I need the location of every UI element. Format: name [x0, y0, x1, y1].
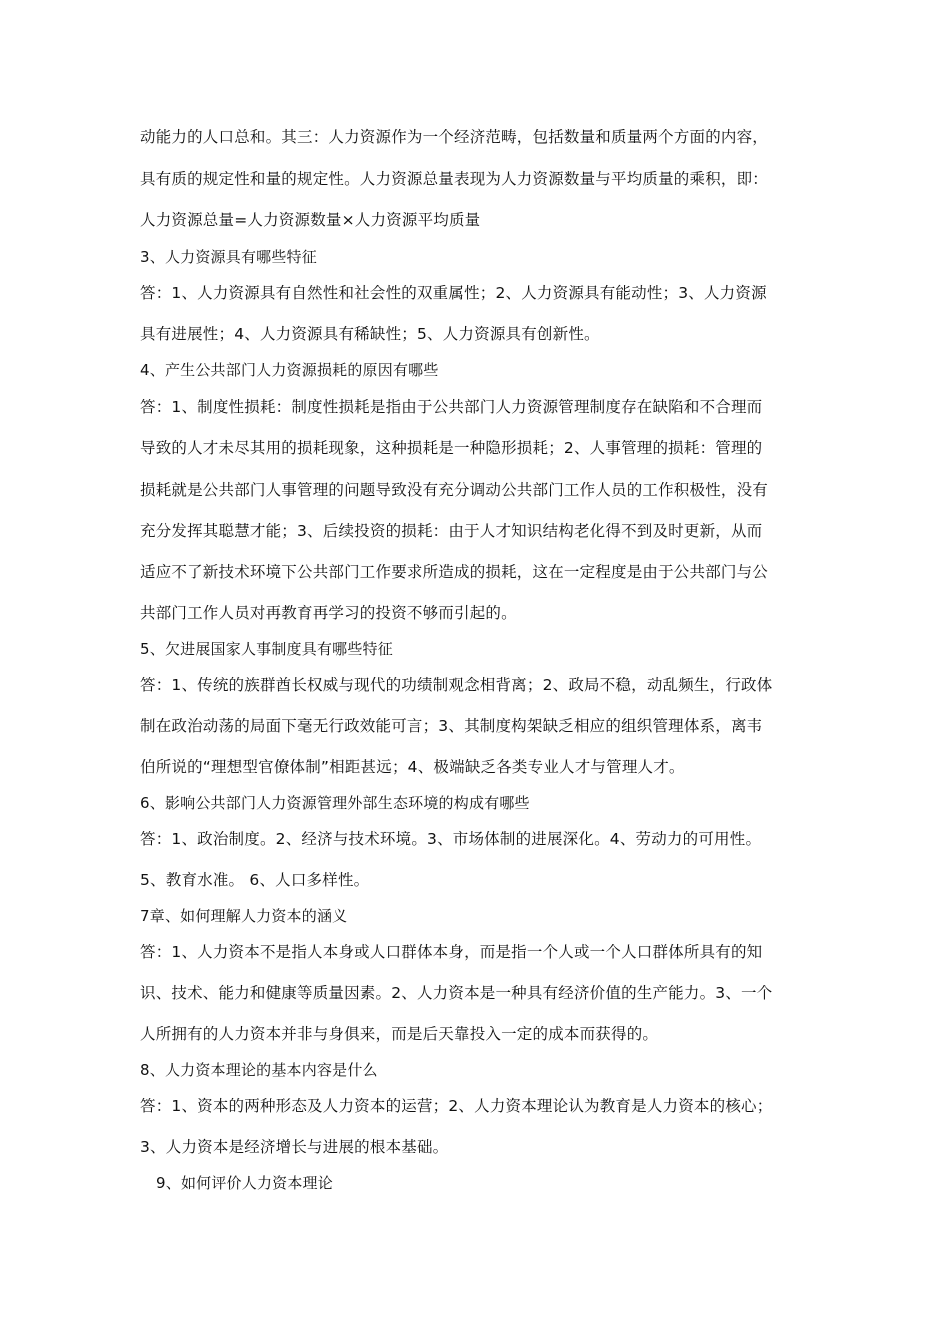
answer-line: 伯所说的“理想型官僚体制”相距甚远；4、极端缺乏各类专业人才与管理人才。 [140, 758, 685, 776]
paragraph-line: 人力资源总量=人力资源数量×人力资源平均质量 [140, 211, 481, 229]
question-heading: 4、产生公共部门人力资源损耗的原因有哪些 [140, 361, 439, 379]
paragraph-line: 具有质的规定性和量的规定性。人力资源总量表现为人力资源数量与平均质量的乘积，即： [140, 170, 769, 188]
answer-line: 具有进展性；4、人力资源具有稀缺性；5、人力资源具有创新性。 [140, 325, 600, 343]
answer-line: 答：1、人力资本不是指人本身或人口群体本身，而是指一个人或一个人口群体所具有的知 [140, 943, 763, 961]
paragraph-line: 动能力的人口总和。其三：人力资源作为一个经济范畴，包括数量和质量两个方面的内容， [140, 128, 769, 146]
question-heading: 3、人力资源具有哪些特征 [140, 248, 317, 266]
answer-line: 适应不了新技术环境下公共部门工作要求所造成的损耗，这在一定程度是由于公共部门与公 [140, 563, 769, 581]
question-heading: 5、欠进展国家人事制度具有哪些特征 [140, 640, 393, 658]
answer-line: 导致的人才未尽其用的损耗现象，这种损耗是一种隐形损耗；2、人事管理的损耗：管理的 [140, 439, 763, 457]
answer-line: 答：1、政治制度。2、经济与技术环境。3、市场体制的进展深化。4、劳动力的可用性。 [140, 830, 762, 848]
answer-line: 人所拥有的人力资本并非与身俱来，而是后天靠投入一定的成本而获得的。 [140, 1025, 659, 1043]
answer-line: 5、教育水准。 6、人口多样性。 [140, 871, 370, 889]
answer-line: 充分发挥其聪慧才能；3、后续投资的损耗：由于人才知识结构老化得不到及时更新，从而 [140, 522, 763, 540]
question-heading: 9、如何评价人力资本理论 [156, 1174, 333, 1192]
question-heading: 7章、如何理解人力资本的涵义 [140, 907, 348, 925]
question-heading: 6、影响公共部门人力资源管理外部生态环境的构成有哪些 [140, 794, 530, 812]
answer-line: 共部门工作人员对再教育再学习的投资不够而引起的。 [140, 604, 517, 622]
answer-line: 答：1、制度性损耗：制度性损耗是指由于公共部门人力资源管理制度存在缺陷和不合理而 [140, 398, 763, 416]
answer-line: 损耗就是公共部门人事管理的问题导致没有充分调动公共部门工作人员的工作积极性，没有 [140, 481, 769, 499]
question-heading: 8、人力资本理论的基本内容是什么 [140, 1061, 378, 1079]
answer-line: 识、技术、能力和健康等质量因素。2、人力资本是一种具有经济价值的生产能力。3、一个 [140, 984, 773, 1002]
answer-line: 制在政治动荡的局面下毫无行政效能可言；3、其制度构架缺乏相应的组织管理体系，离韦 [140, 717, 763, 735]
answer-line: 答：1、人力资源具有自然性和社会性的双重属性；2、人力资源具有能动性；3、人力资源 [140, 284, 767, 302]
answer-line: 3、人力资本是经济增长与进展的根本基础。 [140, 1138, 449, 1156]
answer-line: 答：1、传统的族群酋长权威与现代的功绩制观念相背离；2、政局不稳，动乱频生，行政体 [140, 676, 773, 694]
answer-line: 答：1、资本的两种形态及人力资本的运营；2、人力资本理论认为教育是人力资本的核心； [140, 1097, 773, 1115]
